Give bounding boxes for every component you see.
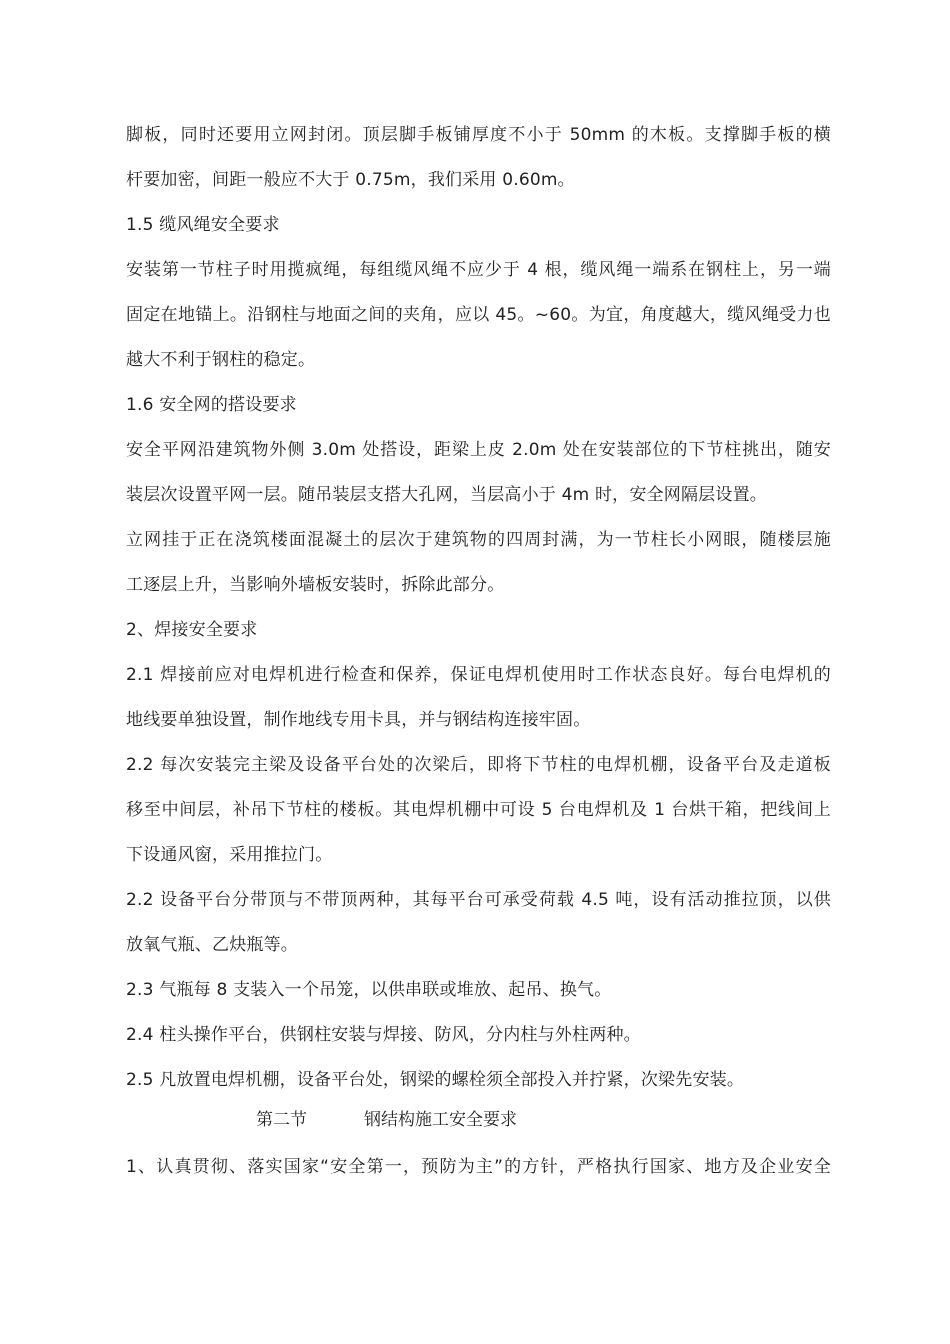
paragraph-line: 立网挂于正在浇筑楼面混凝土的层次于建筑物的四周封满，为一节柱长小网眼，随楼层施 <box>126 530 831 550</box>
paragraph-line: 越大不利于钢柱的稳定。 <box>126 350 316 370</box>
paragraph-line: 工逐层上升，当影响外墙板安装时，拆除此部分。 <box>126 575 505 595</box>
paragraph-line: 杆要加密，间距一般应不大于 0.75m，我们采用 0.60m。 <box>126 170 575 190</box>
paragraph-line: 装层次设置平网一层。随吊装层支搭大孔网，当层高小于 4m 时，安全网隔层设置。 <box>126 485 767 505</box>
paragraph-line: 2.4 柱头操作平台，供钢柱安装与焊接、防风，分内柱与外柱两种。 <box>126 1025 641 1045</box>
paragraph-line: 固定在地锚上。沿钢柱与地面之间的夹角，应以 45。~60。为宜，角度越大，缆风绳受力也 <box>126 305 831 325</box>
paragraph-line: 下设通风窗，采用推拉门。 <box>126 845 333 865</box>
paragraph-line: 放氧气瓶、乙炔瓶等。 <box>126 935 298 955</box>
paragraph-line: 2.5 凡放置电焊机棚，设备平台处，钢梁的螺栓须全部投入并拧紧，次梁先安装。 <box>126 1070 745 1090</box>
paragraph-line: 2.3 气瓶每 8 支装入一个吊笼，以供串联或堆放、起吊、换气。 <box>126 980 612 1000</box>
paragraph-line: 安装第一节柱子时用揽疯绳，每组缆风绳不应少于 4 根，缆风绳一端系在钢柱上，另一端 <box>126 260 831 280</box>
paragraph-line: 移至中间层，补吊下节柱的楼板。其电焊机棚中可设 5 台电焊机及 1 台烘干箱，把线间上 <box>126 800 831 820</box>
chapter-section-title: 钢结构施工安全要求 <box>364 1110 517 1130</box>
chapter-section-number: 第二节 <box>256 1110 307 1130</box>
subsection-heading: 1.6 安全网的搭设要求 <box>126 395 297 415</box>
paragraph-line: 2.1 焊接前应对电焊机进行检查和保养，保证电焊机使用时工作状态良好。每台电焊机的 <box>126 665 831 685</box>
paragraph-line: 2.2 设备平台分带顶与不带顶两种，其每平台可承受荷载 4.5 吨，设有活动推拉顶，以供 <box>126 890 831 910</box>
subsection-heading: 1.5 缆风绳安全要求 <box>126 215 280 235</box>
paragraph-line: 地线要单独设置，制作地线专用卡具，并与钢结构连接牢固。 <box>126 710 591 730</box>
paragraph-line: 安全平网沿建筑物外侧 3.0m 处搭设，距梁上皮 2.0m 处在安装部位的下节柱挑出，随安 <box>126 440 831 460</box>
paragraph-line: 1、认真贯彻、落实国家“安全第一，预防为主”的方针，严格执行国家、地方及企业安全 <box>126 1157 831 1177</box>
section-heading: 2、焊接安全要求 <box>126 620 258 640</box>
paragraph-line: 2.2 每次安装完主梁及设备平台处的次梁后，即将下节柱的电焊机棚，设备平台及走道板 <box>126 755 831 775</box>
paragraph-line: 脚板，同时还要用立网封闭。顶层脚手板铺厚度不小于 50mm 的木板。支撑脚手板的横 <box>126 125 831 145</box>
